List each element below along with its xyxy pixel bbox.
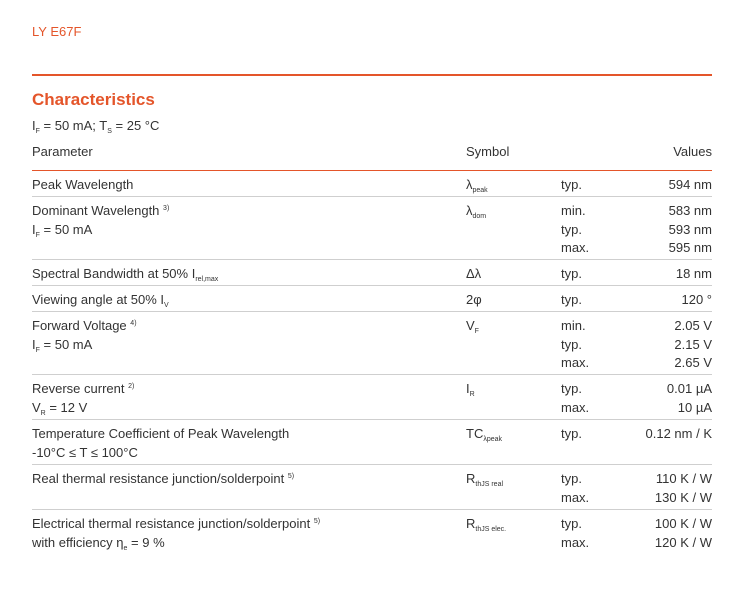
symbol-subscript: R [469, 391, 475, 398]
value-qualifier: typ. [561, 177, 582, 192]
symbol-base: R [466, 516, 476, 531]
value-qualifier: typ. [561, 336, 582, 352]
parameter-line [32, 291, 169, 310]
symbol-cell [466, 176, 488, 195]
value-number: 595 nm [668, 240, 712, 255]
column-header-values: Values [673, 144, 712, 159]
parameter-cell [32, 291, 169, 310]
value-qualifier: typ. [561, 221, 582, 237]
parameter-subscript: F [35, 346, 40, 354]
parameter-line [32, 380, 134, 399]
parameter-line [32, 444, 289, 463]
condition-ts-subscript: S [107, 128, 112, 135]
qualifier-cell [561, 317, 589, 373]
parameter-line [32, 515, 320, 534]
parameter-text: Real thermal resistance junction/solderpoint [32, 471, 285, 486]
parameter-cell [32, 470, 294, 489]
value-cell [669, 176, 712, 195]
footnote-marker: 3) [163, 205, 170, 212]
value-number: 18 nm [675, 266, 712, 281]
value-qualifier: typ. [561, 266, 582, 281]
parameter-line [32, 534, 320, 553]
value-qualifier: max. [561, 489, 590, 505]
parameter-cell [32, 317, 137, 354]
symbol-cell [466, 380, 475, 399]
parameter-subscript: e [123, 544, 128, 552]
qualifier-cell [561, 291, 582, 310]
characteristics-table [32, 171, 712, 554]
value-number: 110 K / W [655, 471, 712, 486]
parameter-text: I [32, 221, 36, 237]
condition-if-symbol: I [32, 118, 36, 133]
parameter-text: with efficiency η [32, 534, 124, 550]
symbol-subscript: dom [472, 213, 487, 220]
symbol-base: TC [466, 426, 484, 441]
parameter-line [32, 399, 134, 418]
value-number: 2.15 V [674, 336, 712, 352]
symbol-cell [466, 515, 506, 534]
document-id: LY E67F [32, 24, 82, 39]
value-qualifier: max. [561, 399, 590, 415]
qualifier-cell [561, 202, 589, 258]
symbol-subscript: thJS elec. [475, 526, 507, 533]
parameter-text: -10°C ≤ T ≤ 100°C [32, 444, 138, 460]
parameter-line [32, 221, 169, 240]
table-row [32, 197, 712, 260]
value-number: 100 K / W [654, 516, 712, 531]
parameter-text-after: = 50 mA [39, 221, 93, 237]
table-row [32, 312, 712, 375]
table-row [32, 286, 712, 312]
value-number: 2.05 V [674, 318, 712, 333]
parameter-text: I [32, 336, 36, 352]
parameter-text: Peak Wavelength [32, 177, 134, 192]
parameter-cell [32, 380, 134, 417]
symbol-subscript: F [474, 328, 479, 335]
table-row [32, 510, 712, 554]
value-number: 0.12 nm / K [645, 426, 712, 441]
symbol-base: 2φ [466, 292, 482, 307]
parameter-line [32, 265, 218, 284]
parameter-subscript: R [40, 409, 46, 417]
value-number: 130 K / W [654, 489, 712, 505]
parameter-text: Dominant Wavelength [32, 203, 160, 218]
qualifier-cell [561, 380, 589, 417]
symbol-base: I [466, 381, 470, 396]
value-number: 2.65 V [674, 355, 712, 370]
symbol-base: V [466, 318, 475, 333]
section-title: Characteristics [32, 90, 155, 109]
symbol-subscript: thJS real [475, 481, 504, 488]
symbol-cell [466, 317, 479, 336]
value-qualifier: typ. [561, 471, 582, 486]
condition-if-value: = 50 mA; [39, 118, 100, 133]
symbol-cell [466, 425, 502, 444]
parameter-text: Electrical thermal resistance junction/solderpoint [32, 516, 311, 531]
parameter-line [32, 425, 289, 444]
parameter-text: V [32, 399, 41, 415]
parameter-text-after: = 12 V [45, 399, 88, 415]
parameter-line [32, 317, 137, 336]
value-cell [681, 291, 712, 310]
qualifier-cell [561, 265, 582, 284]
parameter-cell [32, 202, 169, 239]
footnote-marker: 2) [128, 383, 135, 390]
symbol-base: λ [466, 177, 473, 192]
value-cell [674, 317, 712, 373]
symbol-cell [466, 470, 503, 489]
value-number: 593 nm [668, 221, 712, 237]
symbol-base: λ [466, 203, 473, 218]
parameter-line [32, 336, 137, 355]
table-row [32, 260, 712, 286]
parameter-subscript: V [164, 302, 169, 309]
parameter-text: Viewing angle at 50% I [32, 292, 165, 307]
value-qualifier: typ. [561, 381, 582, 396]
condition-if-subscript: F [35, 128, 40, 135]
value-qualifier: max. [561, 355, 590, 370]
table-row [32, 465, 712, 510]
symbol-subscript: peak [472, 187, 488, 194]
condition-ts-symbol: T [99, 118, 108, 133]
qualifier-cell [561, 515, 589, 552]
parameter-text: Spectral Bandwidth at 50% I [32, 266, 196, 281]
parameter-text-after: = 9 % [127, 534, 165, 550]
symbol-cell [466, 265, 481, 284]
parameter-cell [32, 515, 320, 552]
symbol-base: R [466, 471, 476, 486]
parameter-cell [32, 176, 133, 195]
qualifier-cell [561, 470, 589, 507]
value-cell [655, 470, 712, 507]
value-number: 120 ° [681, 292, 712, 307]
table-row [32, 420, 712, 465]
header-divider [32, 74, 712, 76]
footnote-marker: 5) [287, 473, 295, 480]
table-row [32, 375, 712, 420]
symbol-cell [466, 202, 486, 221]
value-cell [667, 380, 712, 417]
parameter-line [32, 176, 133, 195]
value-qualifier: typ. [561, 426, 582, 441]
symbol-cell [466, 291, 482, 310]
parameter-line [32, 202, 169, 221]
symbol-subscript: λpeak [483, 436, 503, 443]
value-qualifier: max. [561, 240, 590, 255]
value-qualifier: min. [561, 203, 586, 218]
parameter-text: Reverse current [32, 381, 125, 396]
condition-ts-value: = 25 °C [111, 118, 160, 133]
symbol-base: Δλ [466, 266, 482, 281]
table-row [32, 171, 712, 197]
parameter-text-after: = 50 mA [39, 336, 93, 352]
parameter-cell [32, 265, 218, 284]
value-cell [646, 425, 712, 444]
value-number: 120 K / W [654, 534, 712, 550]
value-qualifier: min. [561, 318, 586, 333]
parameter-subscript: rel,max [195, 276, 219, 283]
column-header-symbol: Symbol [466, 144, 510, 159]
qualifier-cell [561, 176, 582, 195]
parameter-subscript: F [35, 231, 40, 239]
value-number: 594 nm [668, 177, 712, 192]
footnote-marker: 5) [313, 518, 321, 525]
parameter-text: Temperature Coefficient of Peak Wavelength [32, 426, 290, 441]
value-qualifier: max. [561, 534, 590, 550]
column-header-parameter: Parameter [32, 144, 93, 159]
test-conditions [32, 118, 159, 133]
value-cell [676, 265, 712, 284]
value-cell [669, 202, 712, 258]
parameter-line [32, 470, 294, 489]
value-number: 583 nm [668, 203, 712, 218]
value-cell [655, 515, 712, 552]
value-qualifier: typ. [561, 516, 582, 531]
qualifier-cell [561, 425, 582, 444]
parameter-text: Forward Voltage [32, 318, 127, 333]
value-number: 0.01 µA [666, 381, 712, 396]
footnote-marker: 4) [130, 320, 137, 327]
value-qualifier: typ. [561, 292, 582, 307]
parameter-cell [32, 425, 289, 462]
value-number: 10 µA [677, 399, 712, 415]
